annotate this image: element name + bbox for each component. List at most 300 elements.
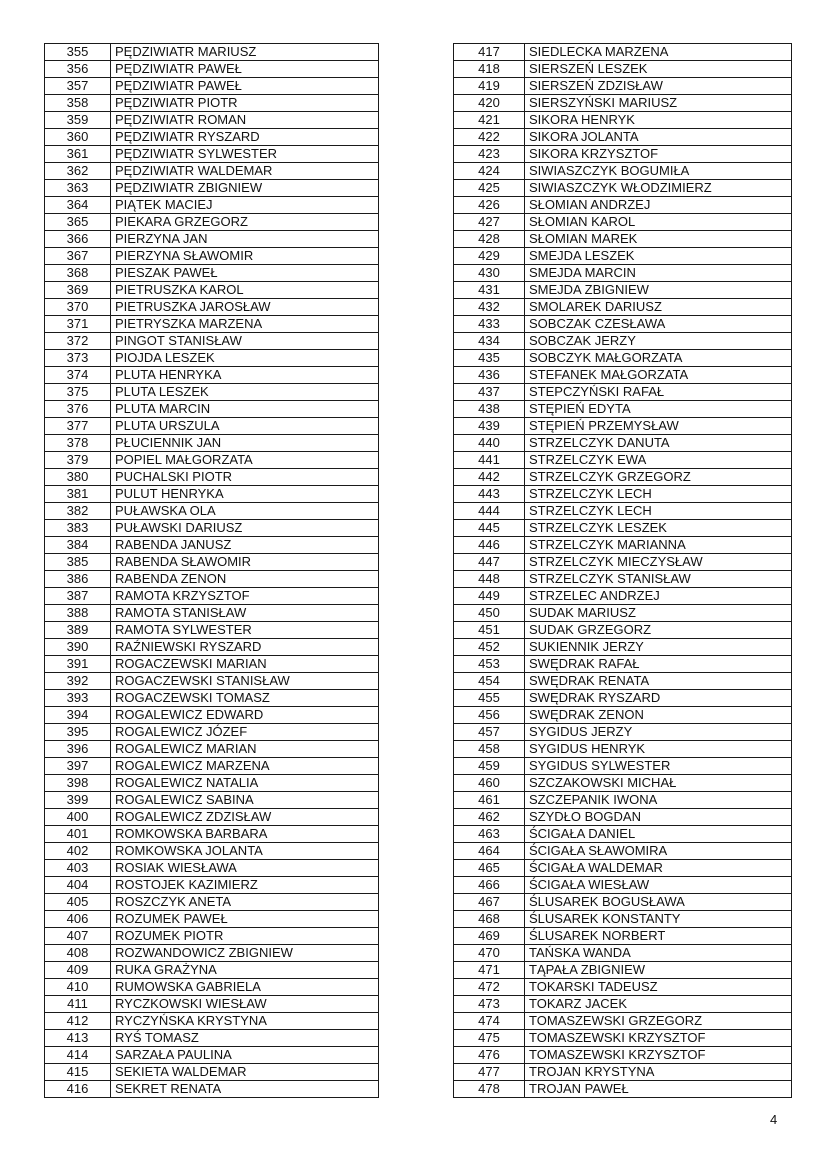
person-name: PINGOT STANISŁAW	[111, 333, 379, 350]
table-row	[454, 333, 792, 350]
table-row	[45, 656, 379, 673]
person-name: STRZELEC ANDRZEJ	[525, 588, 792, 605]
row-number: 364	[45, 197, 111, 214]
row-number: 358	[45, 95, 111, 112]
person-name: SWĘDRAK ZENON	[525, 707, 792, 724]
table-row	[454, 792, 792, 809]
person-name: STRZELCZYK LECH	[525, 503, 792, 520]
person-name: RAMOTA STANISŁAW	[111, 605, 379, 622]
row-number: 376	[45, 401, 111, 418]
person-name: STRZELCZYK DANUTA	[525, 435, 792, 452]
row-number: 408	[45, 945, 111, 962]
row-number: 392	[45, 673, 111, 690]
person-name: SUDAK MARIUSZ	[525, 605, 792, 622]
row-number: 390	[45, 639, 111, 656]
row-number: 404	[45, 877, 111, 894]
person-name: SUKIENNIK JERZY	[525, 639, 792, 656]
table-row	[45, 299, 379, 316]
name-list-table-left	[44, 43, 379, 1098]
table-row	[45, 163, 379, 180]
row-number: 460	[454, 775, 525, 792]
table-row	[454, 44, 792, 61]
row-number: 415	[45, 1064, 111, 1081]
row-number: 391	[45, 656, 111, 673]
table-row	[454, 707, 792, 724]
person-name: ŚCIGAŁA SŁAWOMIRA	[525, 843, 792, 860]
person-name: ROSZCZYK ANETA	[111, 894, 379, 911]
table-row	[45, 503, 379, 520]
row-number: 457	[454, 724, 525, 741]
row-number: 444	[454, 503, 525, 520]
person-name: STEPCZYŃSKI RAFAŁ	[525, 384, 792, 401]
row-number: 417	[454, 44, 525, 61]
row-number: 473	[454, 996, 525, 1013]
row-number: 451	[454, 622, 525, 639]
row-number: 362	[45, 163, 111, 180]
person-name: STĘPIEŃ PRZEMYSŁAW	[525, 418, 792, 435]
table-row	[454, 962, 792, 979]
table-row	[454, 741, 792, 758]
person-name: RABENDA ZENON	[111, 571, 379, 588]
person-name: PIERZYNA JAN	[111, 231, 379, 248]
table-row	[454, 248, 792, 265]
person-name: SWĘDRAK RAFAŁ	[525, 656, 792, 673]
person-name: STRZELCZYK GRZEGORZ	[525, 469, 792, 486]
row-number: 467	[454, 894, 525, 911]
person-name: PĘDZIWIATR PAWEŁ	[111, 78, 379, 95]
table-row	[454, 639, 792, 656]
person-name: SMOLAREK DARIUSZ	[525, 299, 792, 316]
person-name: SIERSZYŃSKI MARIUSZ	[525, 95, 792, 112]
person-name: PĘDZIWIATR PAWEŁ	[111, 61, 379, 78]
row-number: 381	[45, 486, 111, 503]
row-number: 431	[454, 282, 525, 299]
table-row	[454, 180, 792, 197]
row-number: 433	[454, 316, 525, 333]
row-number: 445	[454, 520, 525, 537]
row-number: 427	[454, 214, 525, 231]
person-name: STEFANEK MAŁGORZATA	[525, 367, 792, 384]
row-number: 420	[454, 95, 525, 112]
table-body-right	[454, 44, 792, 1098]
table-row	[45, 605, 379, 622]
person-name: SIWIASZCZYK BOGUMIŁA	[525, 163, 792, 180]
person-name: PIEKARA GRZEGORZ	[111, 214, 379, 231]
person-name: STRZELCZYK EWA	[525, 452, 792, 469]
person-name: SUDAK GRZEGORZ	[525, 622, 792, 639]
person-name: PLUTA HENRYKA	[111, 367, 379, 384]
person-name: PUŁAWSKI DARIUSZ	[111, 520, 379, 537]
table-row	[45, 843, 379, 860]
person-name: PĘDZIWIATR MARIUSZ	[111, 44, 379, 61]
row-number: 407	[45, 928, 111, 945]
person-name: RAŹNIEWSKI RYSZARD	[111, 639, 379, 656]
person-name: SOBCZYK MAŁGORZATA	[525, 350, 792, 367]
row-number: 409	[45, 962, 111, 979]
person-name: SŁOMIAN ANDRZEJ	[525, 197, 792, 214]
table-row	[45, 741, 379, 758]
table-row	[454, 316, 792, 333]
table-row	[454, 673, 792, 690]
person-name: ROGACZEWSKI TOMASZ	[111, 690, 379, 707]
row-number: 434	[454, 333, 525, 350]
row-number: 356	[45, 61, 111, 78]
table-row	[454, 61, 792, 78]
table-row	[45, 418, 379, 435]
table-row	[45, 775, 379, 792]
row-number: 406	[45, 911, 111, 928]
person-name: SMEJDA LESZEK	[525, 248, 792, 265]
table-row	[454, 911, 792, 928]
table-row	[45, 112, 379, 129]
person-name: PIETRUSZKA JAROSŁAW	[111, 299, 379, 316]
table-row	[45, 435, 379, 452]
table-row	[454, 146, 792, 163]
table-row	[45, 486, 379, 503]
row-number: 432	[454, 299, 525, 316]
row-number: 405	[45, 894, 111, 911]
row-number: 398	[45, 775, 111, 792]
table-row	[45, 180, 379, 197]
table-row	[45, 894, 379, 911]
person-name: ROZWANDOWICZ ZBIGNIEW	[111, 945, 379, 962]
row-number: 400	[45, 809, 111, 826]
row-number: 361	[45, 146, 111, 163]
row-number: 437	[454, 384, 525, 401]
person-name: RYCZYŃSKA KRYSTYNA	[111, 1013, 379, 1030]
row-number: 440	[454, 435, 525, 452]
table-row	[45, 146, 379, 163]
table-row	[45, 826, 379, 843]
person-name: ROGALEWICZ NATALIA	[111, 775, 379, 792]
table-row	[454, 367, 792, 384]
table-row	[45, 622, 379, 639]
person-name: STRZELCZYK MIECZYSŁAW	[525, 554, 792, 571]
table-row	[45, 384, 379, 401]
row-number: 401	[45, 826, 111, 843]
row-number: 436	[454, 367, 525, 384]
row-number: 461	[454, 792, 525, 809]
row-number: 412	[45, 1013, 111, 1030]
person-name: ROMKOWSKA BARBARA	[111, 826, 379, 843]
row-number: 471	[454, 962, 525, 979]
row-number: 369	[45, 282, 111, 299]
row-number: 410	[45, 979, 111, 996]
table-row	[454, 877, 792, 894]
table-row	[45, 1081, 379, 1098]
table-row	[45, 554, 379, 571]
table-row	[45, 1030, 379, 1047]
table-row	[454, 95, 792, 112]
table-row	[454, 724, 792, 741]
row-number: 360	[45, 129, 111, 146]
person-name: PULUT HENRYKA	[111, 486, 379, 503]
table-row	[454, 486, 792, 503]
row-number: 373	[45, 350, 111, 367]
row-number: 389	[45, 622, 111, 639]
person-name: SIKORA KRZYSZTOF	[525, 146, 792, 163]
table-row	[454, 214, 792, 231]
row-number: 418	[454, 61, 525, 78]
row-number: 465	[454, 860, 525, 877]
table-row	[45, 469, 379, 486]
row-number: 370	[45, 299, 111, 316]
person-name: ROZUMEK PAWEŁ	[111, 911, 379, 928]
row-number: 383	[45, 520, 111, 537]
person-name: SWĘDRAK RYSZARD	[525, 690, 792, 707]
person-name: PUCHALSKI PIOTR	[111, 469, 379, 486]
table-row	[45, 928, 379, 945]
person-name: TROJAN KRYSTYNA	[525, 1064, 792, 1081]
table-row	[454, 809, 792, 826]
row-number: 368	[45, 265, 111, 282]
table-row	[45, 588, 379, 605]
table-row	[45, 860, 379, 877]
person-name: POPIEL MAŁGORZATA	[111, 452, 379, 469]
table-row	[454, 469, 792, 486]
row-number: 453	[454, 656, 525, 673]
row-number: 378	[45, 435, 111, 452]
table-row	[45, 333, 379, 350]
person-name: ROGALEWICZ SABINA	[111, 792, 379, 809]
person-name: PĘDZIWIATR ROMAN	[111, 112, 379, 129]
row-number: 475	[454, 1030, 525, 1047]
row-number: 355	[45, 44, 111, 61]
row-number: 375	[45, 384, 111, 401]
row-number: 456	[454, 707, 525, 724]
person-name: RYCZKOWSKI WIESŁAW	[111, 996, 379, 1013]
table-row	[454, 401, 792, 418]
person-name: STRZELCZYK MARIANNA	[525, 537, 792, 554]
row-number: 447	[454, 554, 525, 571]
row-number: 435	[454, 350, 525, 367]
person-name: SMEJDA ZBIGNIEW	[525, 282, 792, 299]
table-row	[45, 248, 379, 265]
table-row	[45, 979, 379, 996]
person-name: STRZELCZYK LECH	[525, 486, 792, 503]
table-row	[454, 979, 792, 996]
table-row	[45, 537, 379, 554]
person-name: SZCZAKOWSKI MICHAŁ	[525, 775, 792, 792]
person-name: ŚCIGAŁA DANIEL	[525, 826, 792, 843]
row-number: 382	[45, 503, 111, 520]
person-name: TOMASZEWSKI KRZYSZTOF	[525, 1047, 792, 1064]
row-number: 458	[454, 741, 525, 758]
person-name: SOBCZAK JERZY	[525, 333, 792, 350]
person-name: ROGALEWICZ ZDZISŁAW	[111, 809, 379, 826]
table-row	[454, 503, 792, 520]
row-number: 428	[454, 231, 525, 248]
row-number: 430	[454, 265, 525, 282]
row-number: 388	[45, 605, 111, 622]
person-name: SOBCZAK CZESŁAWA	[525, 316, 792, 333]
person-name: SIERSZEŃ LESZEK	[525, 61, 792, 78]
person-name: PĘDZIWIATR WALDEMAR	[111, 163, 379, 180]
person-name: TOMASZEWSKI GRZEGORZ	[525, 1013, 792, 1030]
table-row	[45, 792, 379, 809]
table-row	[454, 78, 792, 95]
table-row	[454, 452, 792, 469]
person-name: PIERZYNA SŁAWOMIR	[111, 248, 379, 265]
row-number: 474	[454, 1013, 525, 1030]
table-row	[45, 401, 379, 418]
table-row	[45, 1013, 379, 1030]
row-number: 466	[454, 877, 525, 894]
row-number: 446	[454, 537, 525, 554]
table-row	[45, 78, 379, 95]
table-row	[454, 197, 792, 214]
row-number: 367	[45, 248, 111, 265]
person-name: PŁUCIENNIK JAN	[111, 435, 379, 452]
person-name: STĘPIEŃ EDYTA	[525, 401, 792, 418]
table-row	[45, 44, 379, 61]
person-name: PĘDZIWIATR PIOTR	[111, 95, 379, 112]
person-name: ROGACZEWSKI MARIAN	[111, 656, 379, 673]
row-number: 441	[454, 452, 525, 469]
table-row	[45, 197, 379, 214]
row-number: 366	[45, 231, 111, 248]
row-number: 380	[45, 469, 111, 486]
row-number: 448	[454, 571, 525, 588]
person-name: SŁOMIAN KAROL	[525, 214, 792, 231]
row-number: 464	[454, 843, 525, 860]
row-number: 463	[454, 826, 525, 843]
row-number: 421	[454, 112, 525, 129]
row-number: 372	[45, 333, 111, 350]
row-number: 371	[45, 316, 111, 333]
row-number: 365	[45, 214, 111, 231]
person-name: SIKORA JOLANTA	[525, 129, 792, 146]
person-name: TĄPAŁA ZBIGNIEW	[525, 962, 792, 979]
person-name: SIERSZEŃ ZDZISŁAW	[525, 78, 792, 95]
table-row	[45, 520, 379, 537]
row-number: 359	[45, 112, 111, 129]
table-row	[45, 673, 379, 690]
person-name: PLUTA LESZEK	[111, 384, 379, 401]
row-number: 423	[454, 146, 525, 163]
person-name: RABENDA JANUSZ	[111, 537, 379, 554]
row-number: 449	[454, 588, 525, 605]
table-row	[454, 554, 792, 571]
row-number: 386	[45, 571, 111, 588]
person-name: RABENDA SŁAWOMIR	[111, 554, 379, 571]
row-number: 385	[45, 554, 111, 571]
person-name: RAMOTA KRZYSZTOF	[111, 588, 379, 605]
row-number: 450	[454, 605, 525, 622]
table-row	[454, 520, 792, 537]
table-row	[454, 112, 792, 129]
table-row	[454, 571, 792, 588]
row-number: 414	[45, 1047, 111, 1064]
table-row	[454, 588, 792, 605]
row-number: 438	[454, 401, 525, 418]
page-number: 4	[770, 1112, 778, 1127]
person-name: SYGIDUS HENRYK	[525, 741, 792, 758]
row-number: 419	[454, 78, 525, 95]
person-name: ROZUMEK PIOTR	[111, 928, 379, 945]
person-name: RAMOTA SYLWESTER	[111, 622, 379, 639]
table-row	[454, 537, 792, 554]
person-name: ROGALEWICZ MARZENA	[111, 758, 379, 775]
table-row	[454, 350, 792, 367]
table-row	[45, 996, 379, 1013]
table-row	[45, 95, 379, 112]
table-row	[45, 452, 379, 469]
table-row	[45, 61, 379, 78]
row-number: 402	[45, 843, 111, 860]
person-name: TOKARSKI TADEUSZ	[525, 979, 792, 996]
table-row	[454, 1047, 792, 1064]
person-name: ŚCIGAŁA WIESŁAW	[525, 877, 792, 894]
row-number: 374	[45, 367, 111, 384]
person-name: PĘDZIWIATR ZBIGNIEW	[111, 180, 379, 197]
person-name: PLUTA MARCIN	[111, 401, 379, 418]
table-row	[45, 724, 379, 741]
row-number: 425	[454, 180, 525, 197]
table-row	[45, 758, 379, 775]
name-list-table-right	[453, 43, 792, 1098]
table-row	[45, 316, 379, 333]
person-name: SIWIASZCZYK WŁODZIMIERZ	[525, 180, 792, 197]
table-row	[45, 571, 379, 588]
table-row	[454, 996, 792, 1013]
person-name: ŚLUSAREK NORBERT	[525, 928, 792, 945]
table-row	[454, 860, 792, 877]
person-name: RUMOWSKA GABRIELA	[111, 979, 379, 996]
person-name: SYGIDUS JERZY	[525, 724, 792, 741]
table-row	[454, 418, 792, 435]
person-name: ROGALEWICZ JÓZEF	[111, 724, 379, 741]
table-row	[45, 350, 379, 367]
person-name: SIKORA HENRYK	[525, 112, 792, 129]
row-number: 416	[45, 1081, 111, 1098]
row-number: 387	[45, 588, 111, 605]
person-name: ROMKOWSKA JOLANTA	[111, 843, 379, 860]
table-row	[454, 231, 792, 248]
person-name: ROGACZEWSKI STANISŁAW	[111, 673, 379, 690]
row-number: 478	[454, 1081, 525, 1098]
table-row	[454, 605, 792, 622]
table-row	[454, 622, 792, 639]
table-row	[45, 962, 379, 979]
table-body-left	[45, 44, 379, 1098]
person-name: PIĄTEK MACIEJ	[111, 197, 379, 214]
row-number: 379	[45, 452, 111, 469]
row-number: 394	[45, 707, 111, 724]
row-number: 393	[45, 690, 111, 707]
table-row	[454, 656, 792, 673]
person-name: RYŚ TOMASZ	[111, 1030, 379, 1047]
row-number: 472	[454, 979, 525, 996]
person-name: SARZAŁA PAULINA	[111, 1047, 379, 1064]
row-number: 395	[45, 724, 111, 741]
table-row	[45, 707, 379, 724]
row-number: 439	[454, 418, 525, 435]
table-row	[454, 690, 792, 707]
person-name: STRZELCZYK LESZEK	[525, 520, 792, 537]
row-number: 396	[45, 741, 111, 758]
row-number: 411	[45, 996, 111, 1013]
person-name: PLUTA URSZULA	[111, 418, 379, 435]
table-row	[45, 877, 379, 894]
table-row	[45, 265, 379, 282]
person-name: TOKARZ JACEK	[525, 996, 792, 1013]
person-name: TOMASZEWSKI KRZYSZTOF	[525, 1030, 792, 1047]
table-row	[454, 894, 792, 911]
table-row	[45, 367, 379, 384]
row-number: 403	[45, 860, 111, 877]
person-name: ROSIAK WIESŁAWA	[111, 860, 379, 877]
